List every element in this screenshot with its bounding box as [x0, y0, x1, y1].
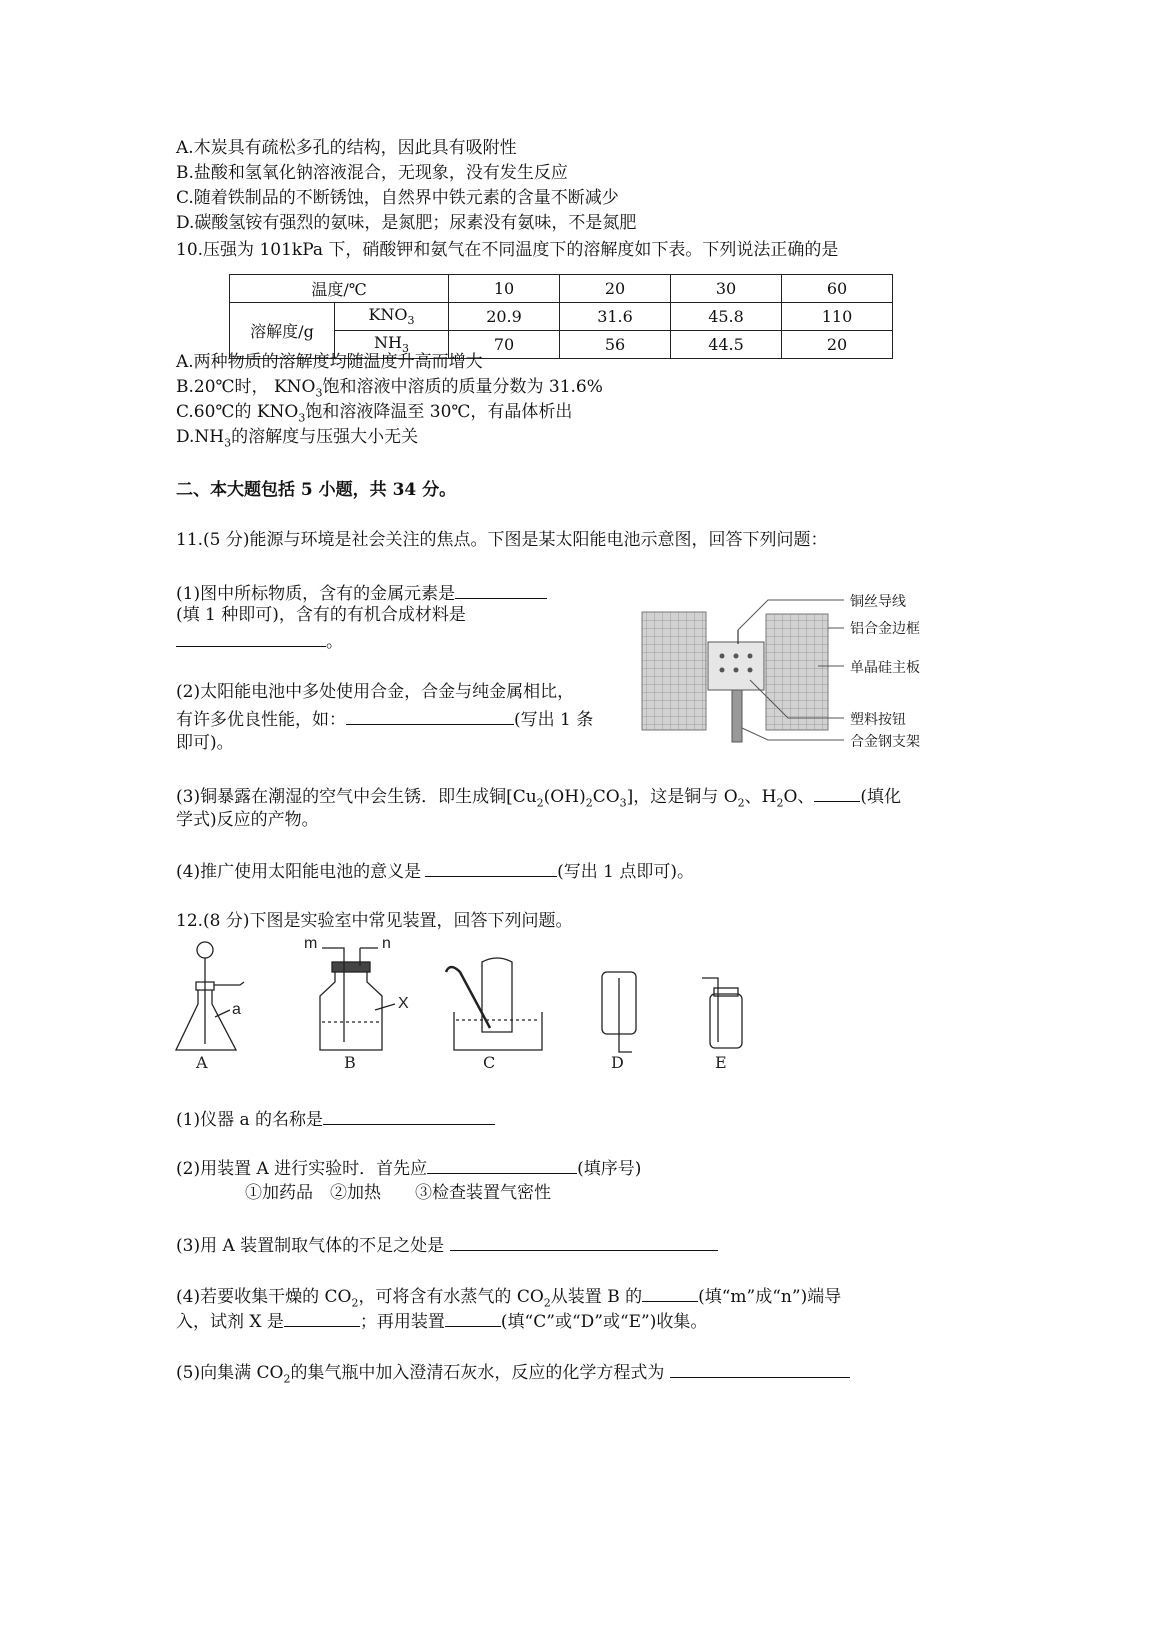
q11-part4: (4)推广使用太阳能电池的意义是 (写出 1 点即可)。 [176, 858, 694, 884]
junction-box [708, 642, 764, 690]
q10-option-a: A.两种物质的溶解度均随温度升高而增大 [176, 352, 483, 372]
q9-option-b: B.盐酸和氢氧化钠溶液混合，无现象，没有发生反应 [176, 163, 568, 183]
q11-part1-line3: 。 [176, 628, 343, 654]
solubility-table [229, 274, 893, 359]
q12-part4-line2: 入，试剂 X 是 ；再用装置 (填“C”或“D”或“E”)收集。 [176, 1308, 707, 1334]
q12-part1: (1)仪器 a 的名称是 [176, 1106, 495, 1132]
solar-panel-figure [638, 588, 848, 756]
kno3-60: 110 [782, 303, 893, 331]
apparatus-b [320, 948, 395, 1050]
q12-part5: (5)向集满 $CO_2$的集气瓶中加入澄清石灰水，反应的化学方程式为 [176, 1359, 850, 1391]
steel-stand [732, 690, 742, 742]
q11-stem: 11.(5 分)能源与环境是社会关注的焦点。下图是某太阳能电池示意图，回答下列问题： [176, 530, 828, 550]
q11-part3-line2: 学式)反应的产物。 [176, 810, 319, 830]
q10-option-b: B.20℃时， $KNO_3$饱和溶液中溶质的质量分数为 31.6% [176, 377, 603, 400]
q11-part2-line2: 有许多优良性能，如： (写出 1 条 [176, 706, 593, 732]
nh3-30: 44.5 [671, 331, 782, 359]
mark-a: a [232, 1001, 241, 1018]
section-two-title: 二、本大题包括 5 小题，共 34 分。 [176, 480, 457, 500]
q10-option-d: $D.NH_3$的溶解度与压强大小无关 [176, 427, 419, 450]
kno3-20: 31.6 [560, 303, 671, 331]
apparatus-e [702, 978, 742, 1048]
mark-m: m [304, 935, 318, 952]
label-a: A [196, 1053, 208, 1072]
blank[interactable] [670, 1359, 850, 1378]
q9-option-d: D.碳酸氢铵有强烈的氨味，是氮肥；尿素没有氨味，不是氮肥 [176, 213, 637, 233]
label-alloy-stand: 合金钢支架 [850, 733, 920, 749]
label-plastic-button: 塑料按钮 [850, 711, 906, 727]
blank[interactable] [425, 858, 557, 877]
kno3-label: $KNO_3$ [335, 303, 449, 331]
temp-header: 温度/℃ [230, 275, 449, 303]
blank[interactable] [450, 1232, 718, 1251]
mark-x: X [398, 995, 409, 1012]
blank[interactable] [642, 1283, 698, 1302]
temp-10: 10 [449, 275, 560, 303]
nh3-label: $NH_3$ [335, 331, 449, 359]
q12-part4-line1: (4)若要收集干燥的 $CO_2$，可将含有水蒸气的 $CO_2$从装置 B 的 (填“m”成“n”)端导 [176, 1283, 841, 1315]
solubility-header: 溶解度/g [230, 303, 335, 359]
blank[interactable] [427, 1155, 577, 1174]
label-b: B [344, 1053, 356, 1072]
label-copper-wire: 铜丝导线 [850, 593, 906, 609]
temp-60: 60 [782, 275, 893, 303]
apparatus-figure [170, 932, 770, 1072]
q12-part2: (2)用装置 A 进行实验时．首先应 (填序号) [176, 1155, 641, 1181]
q12-part2-choices: ①加药品 ②加热 ③检查装置气密性 [245, 1183, 551, 1203]
right-solar-panel [766, 614, 828, 730]
q11-part2-line3: 即可)。 [176, 733, 234, 753]
q12-part3: (3)用 A 装置制取气体的不足之处是 [176, 1232, 718, 1258]
q11-part2-line1: (2)太阳能电池中多处使用合金，合金与纯金属相比， [176, 682, 575, 702]
label-d: D [611, 1053, 624, 1072]
label-e: E [715, 1053, 727, 1072]
label-silicon-board: 单晶硅主板 [850, 659, 920, 675]
label-aluminum-frame: 铝合金边框 [850, 620, 920, 636]
blank[interactable] [445, 1308, 501, 1327]
temp-20: 20 [560, 275, 671, 303]
q10-option-c: C.60℃的 $KNO_3$饱和溶液降温至 30℃，有晶体析出 [176, 402, 573, 425]
q9-option-c: C.随着铁制品的不断锈蚀，自然界中铁元素的含量不断减少 [176, 188, 619, 208]
label-c: C [483, 1053, 496, 1072]
apparatus-a [176, 942, 244, 1050]
blank[interactable] [323, 1106, 495, 1125]
nh3-60: 20 [782, 331, 893, 359]
blank[interactable] [814, 783, 860, 802]
blank[interactable] [176, 628, 326, 647]
left-solar-panel [642, 612, 706, 730]
mark-n: n [382, 935, 391, 952]
q11-part1-line1: (1)图中所标物质，含有的金属元素是 [176, 580, 547, 606]
q11-part1-line2: (填 1 种即可)，含有的有机合成材料是 [176, 605, 466, 625]
apparatus-d [602, 972, 636, 1052]
q10-stem: 10.压强为 101kPa 下，硝酸钾和氨气在不同温度下的溶解度如下表。下列说法正确的是 [176, 240, 839, 260]
blank[interactable] [284, 1308, 360, 1327]
kno3-30: 45.8 [671, 303, 782, 331]
q11-part3-line1: (3)铜暴露在潮湿的空气中会生锈．即生成铜$[Cu_2(OH)_2CO_3]$，这是铜与 $O_2$、$H_2O$、 (填化 [176, 783, 901, 815]
temp-30: 30 [671, 275, 782, 303]
blank[interactable] [455, 580, 547, 599]
q9-option-a: A.木炭具有疏松多孔的结构，因此具有吸附性 [176, 138, 517, 158]
apparatus-c [446, 958, 542, 1050]
blank[interactable] [346, 706, 514, 725]
nh3-20: 56 [560, 331, 671, 359]
nh3-10: 70 [449, 331, 560, 359]
kno3-10: 20.9 [449, 303, 560, 331]
q12-stem: 12.(8 分)下图是实验室中常见装置，回答下列问题。 [176, 911, 573, 931]
